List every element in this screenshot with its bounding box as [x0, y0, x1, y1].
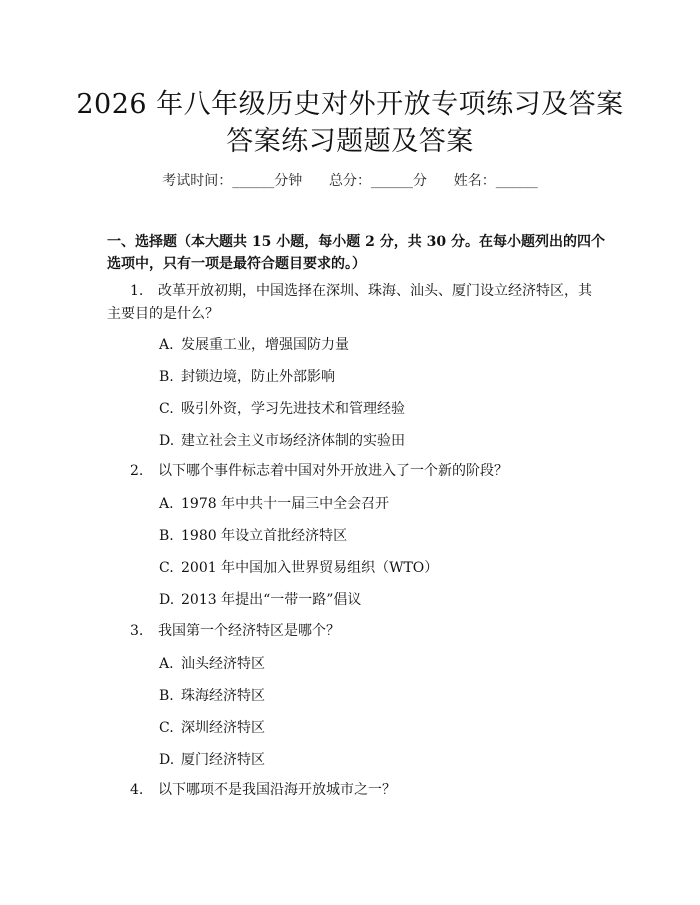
question-number: 4.: [130, 782, 144, 798]
option-2a: A. 1978 年中共十一届三中全会召开: [159, 496, 390, 512]
question-2: [130, 460, 610, 483]
option-2b: B. 1980 年设立首批经济特区: [159, 528, 348, 544]
question-4: [130, 779, 610, 802]
question-text: 改革开放初期，中国选择在深圳、珠海、汕头、厦门设立经济特区，其主要目的是什么？: [107, 283, 592, 322]
option-3c: C. 深圳经济特区: [159, 720, 265, 736]
question-number: 2.: [130, 463, 144, 479]
exam-meta-line: 考试时间：______分钟 总分：______分 姓名：______: [162, 173, 538, 189]
question-text: 以下哪项不是我国沿海开放城市之一？: [158, 782, 396, 798]
question-3: [130, 620, 610, 643]
option-2d: D. 2013 年提出“一带一路”倡议: [159, 592, 362, 608]
option-1d: D. 建立社会主义市场经济体制的实验田: [159, 433, 405, 449]
title-line-2: 答案练习题题及答案: [226, 126, 474, 157]
section-heading-choice: 一、选择题（本大题共 15 小题，每小题 2 分，共 30 分。在每小题列出的四个选项中，只有一项是最符合题目要求的。）: [107, 234, 605, 272]
option-2c: C. 2001 年中国加入世界贸易组织（WTO）: [159, 560, 439, 576]
title-line-1: 2026 年八年级历史对外开放专项练习及答案: [76, 89, 624, 120]
question-number: 3.: [130, 623, 144, 639]
option-1b: B. 封锁边境，防止外部影响: [159, 369, 335, 385]
option-1c: C. 吸引外资，学习先进技术和管理经验: [159, 401, 405, 417]
question-text: 我国第一个经济特区是哪个？: [158, 623, 340, 639]
question-number: 1.: [130, 283, 144, 299]
option-3b: B. 珠海经济特区: [159, 688, 265, 704]
question-text: 以下哪个事件标志着中国对外开放进入了一个新的阶段？: [158, 463, 508, 479]
option-3a: A. 汕头经济特区: [159, 656, 265, 672]
option-3d: D. 厦门经济特区: [159, 752, 265, 768]
option-1a: A. 发展重工业，增强国防力量: [159, 337, 349, 353]
question-1: [107, 280, 602, 326]
